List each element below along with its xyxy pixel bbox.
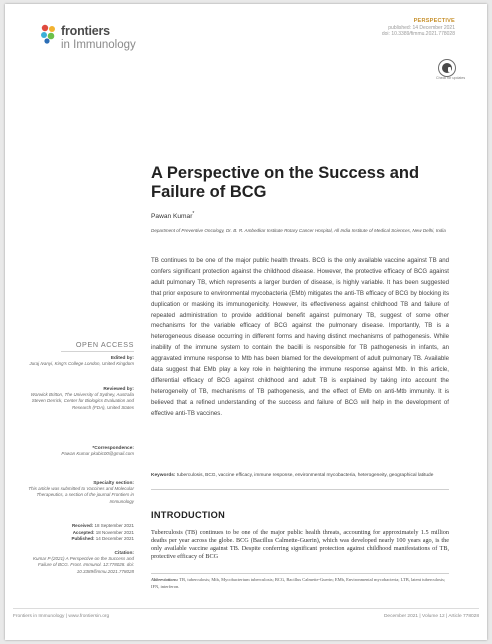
keywords bbox=[151, 472, 449, 479]
article-header-info bbox=[382, 18, 455, 38]
open-access-label: OPEN ACCESS bbox=[75, 340, 134, 349]
abstract: TB continues to be one of the major public health threats. BCG is the only available vaccine against TB and confers significant protection against the childhood disease. However, the protective efficacy of BCG against adult pulmonary TB, which represents a larger burden of disease, is highly variable. It has been suggested that prior exposure to environmental mycobacteria (EMb) mitigates the anti-TB efficacy of BCG by blocking its duplication or masking its immunogenicity. However, its effectiveness against childhood TB and failure of repeated administration to provide additional benefit against pulmonary TB, suggest of some other mechanisms for the variable efficacy of BCG against the pulmonary disease. Importantly, TB is a heterogeneous disease occurring in different forms and having distinct mechanisms of pathogenesis. While inability of the immune system to contain the bacilli is responsible for TB pathogenesis in infants, an aggravated immune response to Mtb has been blamed for the development of adult pulmonary TB. Available data suggest that EMb play a key role in heightening the immune response against Mtb. In this article, differential efficacy of BCG against childhood and adult TB is explained by taking into account the heterogeneity of TB, mechanisms of TB pathogenesis, and the effect of EMb on anti-Mtb immunity. It is believed that a refined understanding of the success and failure of BCG will help in the development of effective anti-TB vaccines. bbox=[151, 257, 449, 417]
editor: Juraj Ivanyi, King's College London, United Kingdom bbox=[29, 361, 134, 366]
reviewed-by-block bbox=[21, 387, 134, 411]
divider bbox=[151, 573, 449, 574]
author-mark: * bbox=[192, 211, 195, 217]
journal-name: in Immunology bbox=[61, 39, 136, 51]
author-line bbox=[151, 211, 194, 220]
abbreviations bbox=[151, 577, 449, 590]
keywords-label: Keywords: bbox=[151, 473, 176, 478]
check-updates-icon[interactable] bbox=[438, 59, 456, 77]
specialty-section-label: Specialty section: bbox=[93, 481, 134, 486]
received-date: 18 September 2021 bbox=[94, 523, 134, 528]
specialty-section-block bbox=[21, 481, 134, 505]
keywords-text: tuberculosis, BCG, vaccine efficacy, immune response, environmental mycobacteria, heterogeneity, geographical latitude bbox=[176, 473, 434, 478]
citation-label: Citation: bbox=[114, 551, 134, 556]
check-updates-label: Check for updates bbox=[436, 76, 466, 80]
abbreviations-text: TB, tuberculosis; Mtb, Mycobacterium tuberculosis; BCG, Bacillus Calmette-Guerin; EMb, Environmental mycobacteria; LTB, latent tuberculosis; IFN, interferon. bbox=[151, 577, 446, 589]
article-page bbox=[5, 4, 487, 640]
edited-by-block bbox=[21, 356, 134, 367]
article-type: PERSPECTIVE bbox=[413, 18, 455, 24]
specialty-section-text: This article was submitted to Vaccines and Molecular Therapeutics, a section of the journal Frontiers in Immunology bbox=[28, 486, 134, 504]
footer-issue-info: December 2021 | Volume 12 | Article 778028 bbox=[383, 614, 479, 619]
reviewed-by-label: Reviewed by: bbox=[103, 387, 134, 392]
correspondence-block bbox=[21, 446, 134, 457]
sidebar-divider bbox=[61, 351, 134, 352]
footer-divider bbox=[13, 608, 479, 609]
article-title: A Perspective on the Success and Failure of BCG bbox=[151, 164, 420, 201]
article-dates bbox=[21, 523, 134, 543]
citation-block bbox=[21, 551, 134, 575]
section-heading: INTRODUCTION bbox=[151, 510, 226, 520]
received-label: Received: bbox=[71, 523, 94, 528]
published-label: Published: bbox=[71, 536, 95, 542]
brand-name: frontiers bbox=[61, 24, 110, 38]
citation-text: Kumar P (2021) A Perspective on the Success and Failure of BCG. Front. Immunol. 12:778028. doi: 10.3389/fimmu.2021.778028 bbox=[32, 556, 134, 574]
abbreviations-label: Abbreviations: bbox=[151, 577, 179, 582]
author-name[interactable]: Pawan Kumar bbox=[151, 213, 193, 221]
intro-paragraph: Tuberculosis (TB) continues to be one of the major public health threats, accounting for approximately 1.5 million deaths per year across the globe. BCG (Bacillus Calmette-Guerin), which was developed nearly 100 years ago, is the only available vaccine against TB. Despite conferring significant protection against childhood manifestations of TB, protective efficacy of BCG bbox=[151, 529, 449, 560]
doi-link[interactable]: doi: 10.3389/fimmu.2021.778028 bbox=[381, 31, 455, 38]
frontiers-logo[interactable] bbox=[40, 22, 170, 56]
frontiers-logo-icon bbox=[40, 24, 58, 44]
footer-journal-link[interactable]: Frontiers in Immunology | www.frontiersin.org bbox=[13, 614, 110, 619]
published-date: published: 14 December 2021 bbox=[388, 24, 455, 31]
accepted-date: 18 November 2021 bbox=[95, 529, 134, 535]
edited-by-label: Edited by: bbox=[110, 356, 134, 361]
correspondence-label: *Correspondence: bbox=[92, 446, 134, 451]
accepted-label: Accepted: bbox=[72, 529, 95, 535]
divider bbox=[151, 489, 449, 490]
correspondence-contact[interactable]: Pawan Kumar pkabic00@gmail.com bbox=[61, 451, 134, 456]
published-date-side: 14 December 2021 bbox=[95, 536, 134, 542]
reviewers: Warwick Britton, The University of Sydney, Australia Steven Derrick, Center for Biologics Evaluation and Research (FDA), United States bbox=[30, 392, 134, 410]
affiliation: Department of Preventive Oncology, Dr. B. R. Ambedkar Institute Rotary Cancer Hospital, All India Institute of Medical Sciences, New Delhi, India bbox=[151, 228, 446, 233]
